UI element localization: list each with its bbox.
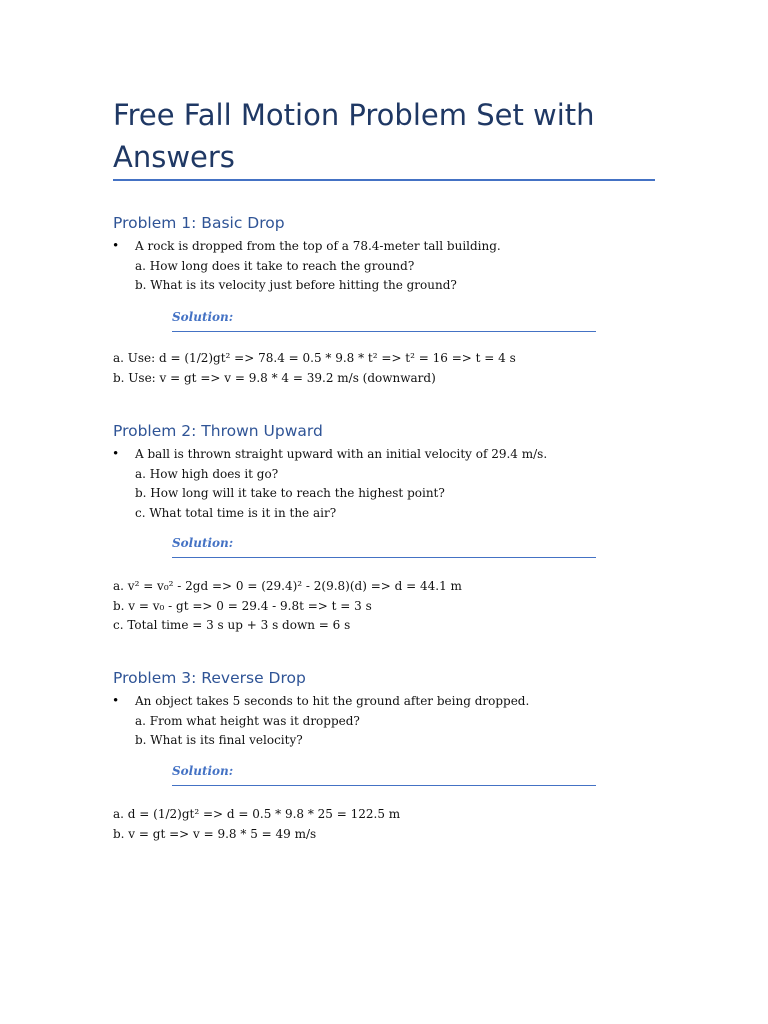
answer-line: a. Use: d = (1/2)gt² => 78.4 = 0.5 * 9.8 * t² => t² = 16 => t = 4 s bbox=[113, 351, 516, 365]
problem-2-answers bbox=[113, 577, 633, 636]
sub-question: b. What is its velocity just before hitting the ground? bbox=[135, 278, 457, 292]
answer-line: b. v = v₀ - gt => 0 = 29.4 - 9.8t => t = 3 s bbox=[113, 598, 372, 613]
question-list-item bbox=[113, 237, 633, 296]
question-body bbox=[135, 237, 501, 296]
question-list-item bbox=[113, 692, 633, 751]
question-text: A ball is thrown straight upward with an initial velocity of 29.4 m/s. bbox=[135, 447, 548, 461]
sub-question: a. How long does it take to reach the ground? bbox=[135, 258, 415, 273]
bullet-icon: • bbox=[113, 693, 119, 709]
solution-label: Solution: bbox=[172, 535, 596, 558]
problem-3-answers bbox=[113, 805, 633, 844]
sub-question: a. How high does it go? bbox=[135, 466, 279, 481]
question-text: An object takes 5 seconds to hit the ground after being dropped. bbox=[135, 694, 530, 708]
sub-question: a. From what height was it dropped? bbox=[135, 713, 360, 728]
document-title: Free Fall Motion Problem Set with Answers bbox=[113, 98, 595, 174]
answer-line: c. Total time = 3 s up + 3 s down = 6 s bbox=[113, 618, 351, 632]
answer-line: b. v = gt => v = 9.8 * 5 = 49 m/s bbox=[113, 826, 317, 841]
problem-1-section bbox=[113, 212, 633, 296]
question-list-item bbox=[113, 445, 633, 523]
solution-header bbox=[172, 763, 596, 786]
question-body bbox=[135, 692, 529, 751]
solution-label: Solution: bbox=[172, 309, 596, 332]
problem-heading: Problem 3: Reverse Drop bbox=[113, 669, 306, 687]
answer-line: b. Use: v = gt => v = 9.8 * 4 = 39.2 m/s (downward) bbox=[113, 370, 436, 385]
question-body bbox=[135, 445, 547, 523]
problem-2-section bbox=[113, 420, 633, 523]
answer-line: a. d = (1/2)gt² => d = 0.5 * 9.8 * 25 = 122.5 m bbox=[113, 807, 401, 821]
problem-1-answers bbox=[113, 349, 633, 388]
problem-heading: Problem 2: Thrown Upward bbox=[113, 422, 323, 440]
solution-header bbox=[172, 535, 596, 558]
problem-3-section bbox=[113, 667, 633, 751]
solution-header bbox=[172, 309, 596, 332]
bullet-icon: • bbox=[113, 238, 119, 254]
sub-question: c. What total time is it in the air? bbox=[135, 505, 337, 520]
sub-question: b. What is its final velocity? bbox=[135, 733, 303, 747]
title-divider bbox=[113, 179, 655, 181]
question-text: A rock is dropped from the top of a 78.4-meter tall building. bbox=[135, 239, 501, 253]
bullet-icon: • bbox=[113, 446, 119, 462]
problem-heading: Problem 1: Basic Drop bbox=[113, 214, 285, 232]
sub-question: b. How long will it take to reach the highest point? bbox=[135, 486, 445, 500]
answer-line: a. v² = v₀² - 2gd => 0 = (29.4)² - 2(9.8)(d) => d = 44.1 m bbox=[113, 579, 462, 593]
solution-label: Solution: bbox=[172, 763, 596, 786]
